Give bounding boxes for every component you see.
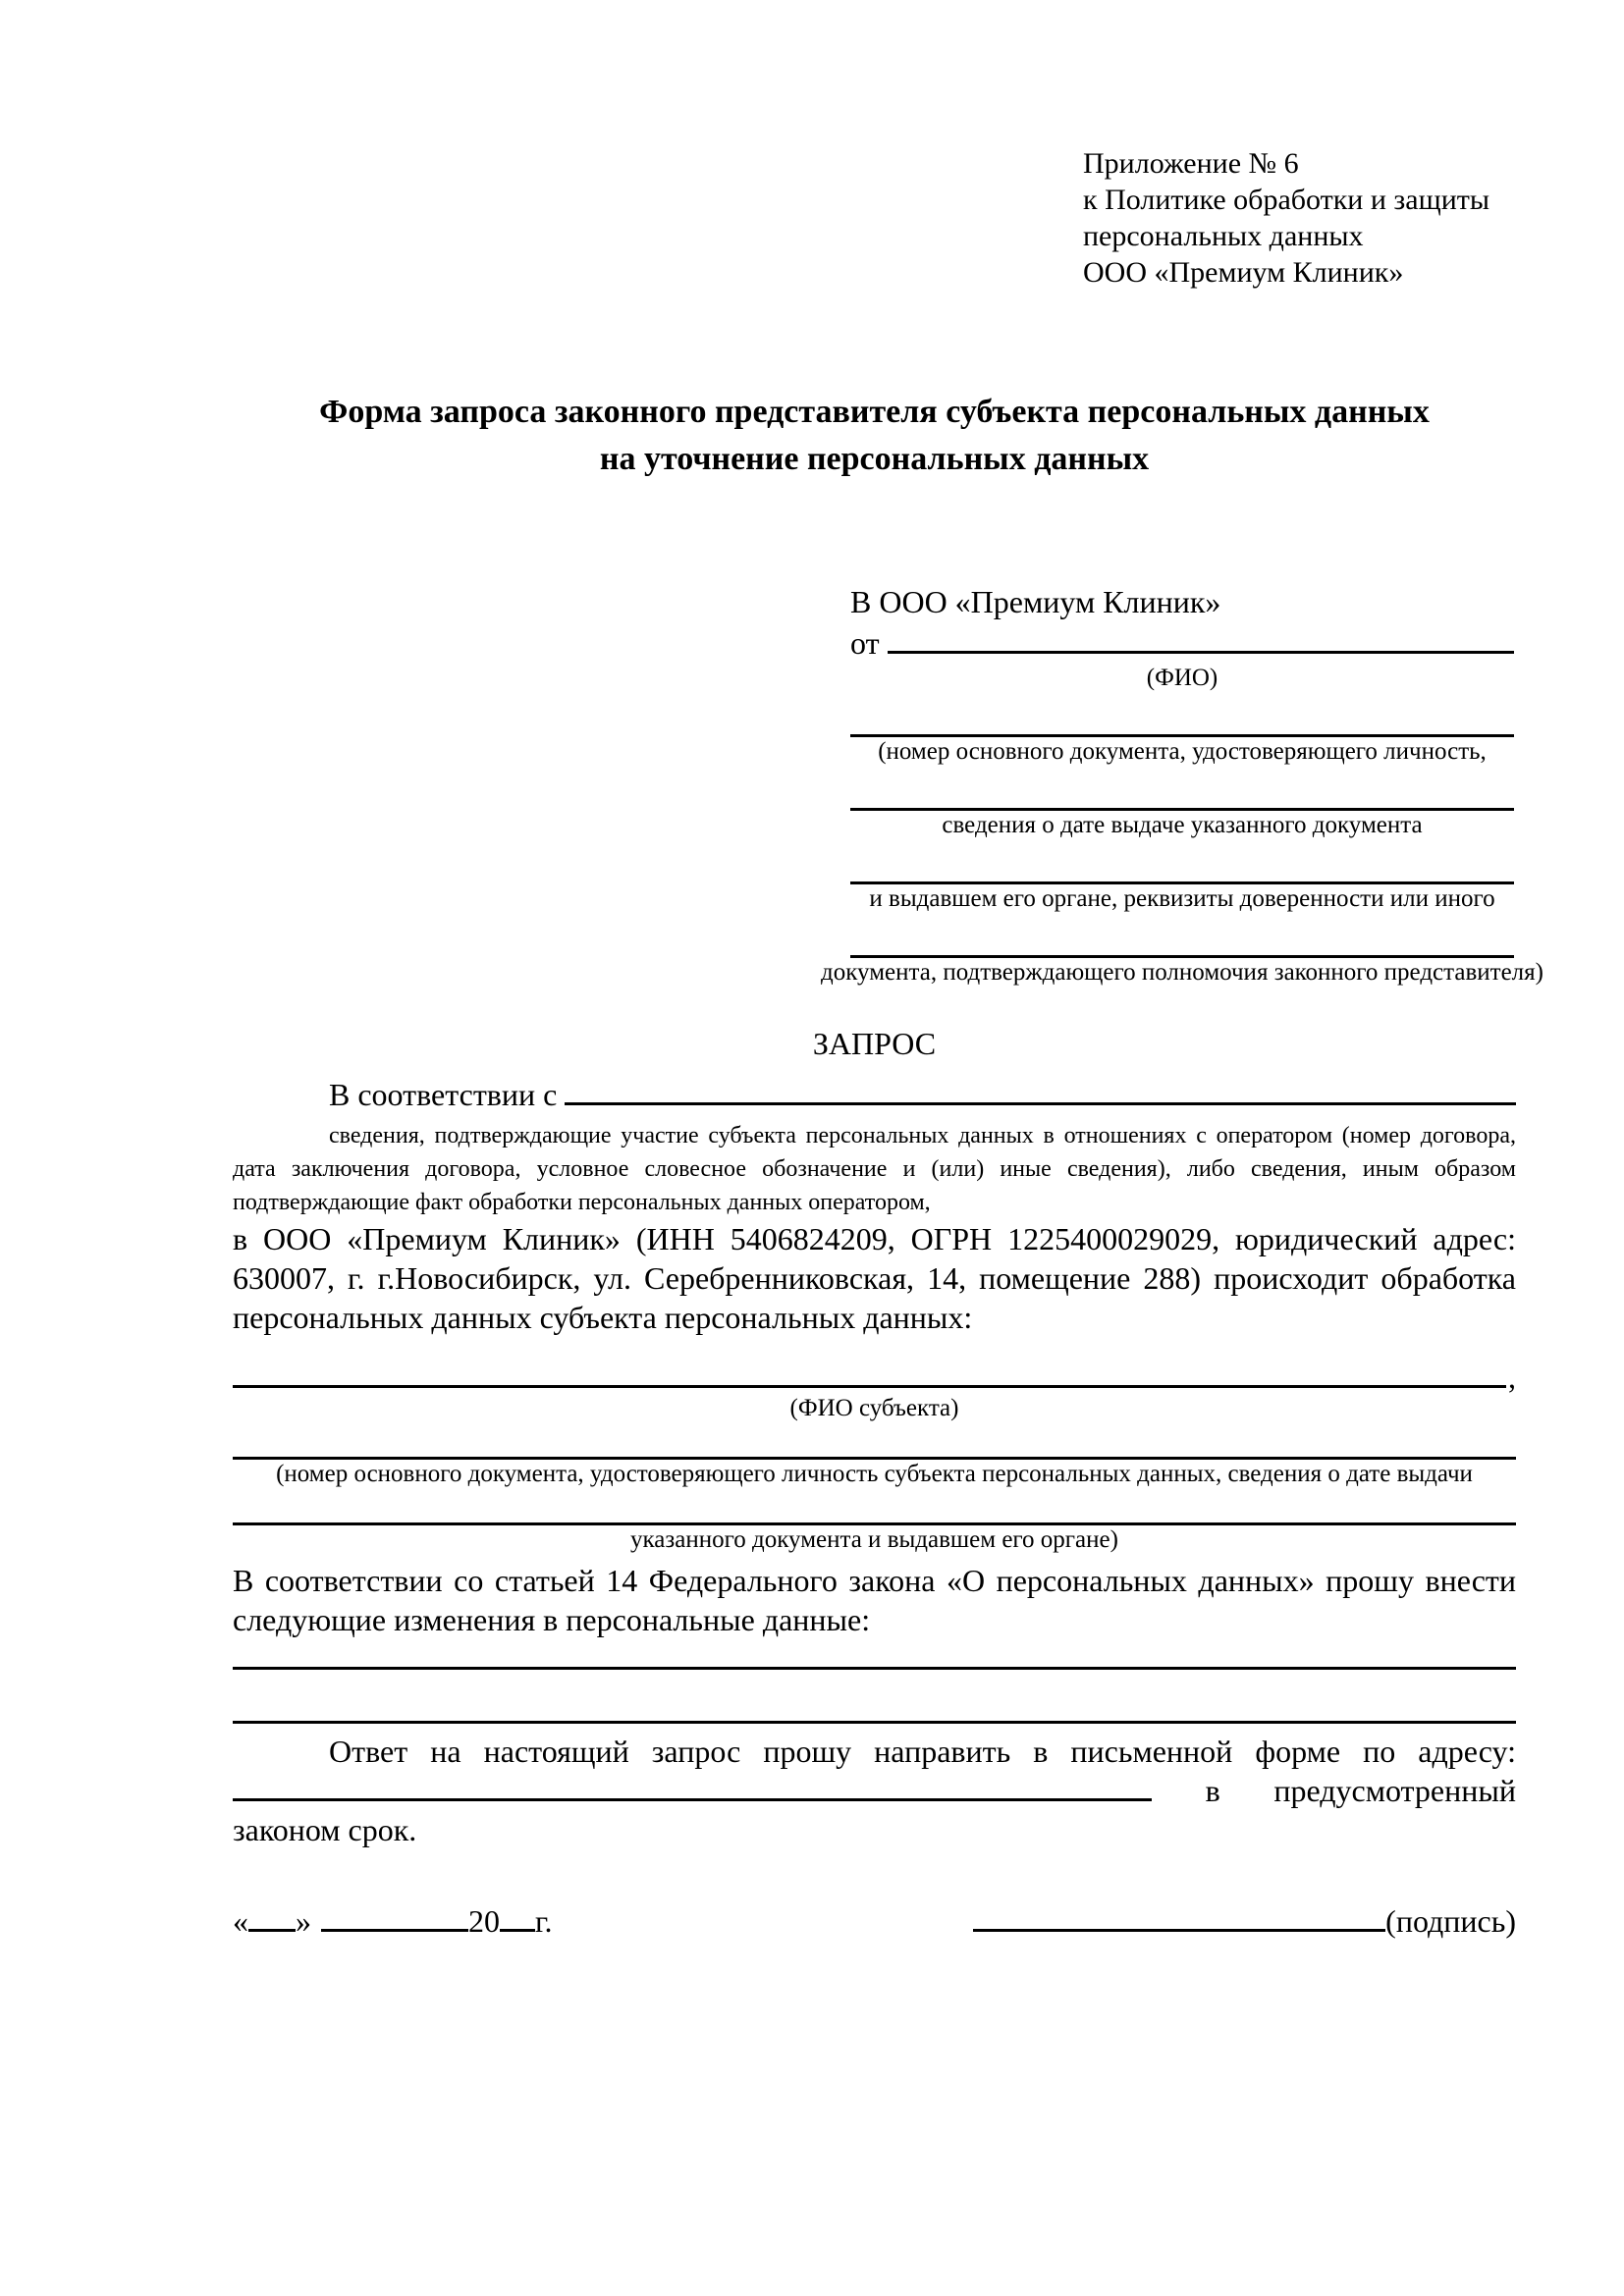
changes-blank-line-2 [233,1670,1516,1724]
issue-date-blank-line [850,767,1514,811]
subject-comma: , [1508,1360,1516,1395]
subject-document-caption-2: указанного документа и выдавшем его органе) [630,1526,1118,1553]
authority-document-blank-line [850,914,1514,958]
basis-blank-line [565,1102,1516,1105]
representative-document-blank-line [850,693,1514,737]
issuing-authority-blank-line [850,840,1514,884]
document-title-line-1: Форма запроса законного представителя субъекта персональных данных [319,394,1430,430]
subject-document-caption-1: (номер основного документа, удостоверяющего личность субъекта персональных данных, сведения о дате выдачи [276,1461,1473,1487]
reply-word-in: в [1205,1773,1220,1808]
reply-address-row [233,1771,1516,1810]
date-quote-open: « [233,1903,248,1939]
date-year-prefix: 20 [468,1903,500,1939]
subject-document-blank-line-2 [233,1489,1516,1525]
law-paragraph: В соответствии со статьей 14 Федерального закона «О персональных данных» прошу внести следующие изменения в персональные данные: [233,1563,1516,1637]
basis-row [233,1074,1516,1115]
request-heading: ЗАПРОС [812,1026,937,1061]
subject-document-blank-line-1 [233,1423,1516,1460]
representative-fio-blank-line [888,651,1514,654]
signature-blank-line [973,1929,1385,1932]
address-blank-line [233,1798,1152,1801]
issuing-authority-caption: и выдавшем его органе, реквизиты доверенности или иного [869,885,1495,912]
date-day-blank-line [248,1929,296,1932]
subject-fio-row [233,1361,1516,1394]
basis-label: В соответствии с [329,1077,558,1112]
appendix-line-3: персональных данных [1083,220,1364,252]
changes-blank-line-1 [233,1639,1516,1670]
reply-word-provided: предусмотренный [1273,1773,1516,1808]
addressee-organization: В ООО «Премиум Клиник» [850,584,1221,619]
appendix-line-1: Приложение № 6 [1083,147,1299,180]
appendix-line-2: к Политике обработки и защиты [1083,184,1490,216]
issue-date-caption: сведения о дате выдаче указанного документа [942,812,1423,838]
date-month-blank-line [321,1929,468,1932]
operator-paragraph: в ООО «Премиум Клиник» (ИНН 5406824209, ОГРН 1225400029029, юридический адрес: 630007, г. г.Новосибирск, ул. Серебренниковская, 14, помещение 288) происходит обработка персональных данных субъекта персональных данных: [233,1221,1516,1335]
document-title [233,389,1516,483]
date-quote-close: » [296,1903,311,1939]
appendix-block [1083,145,1516,291]
document-number-caption: (номер основного документа, удостоверяющего личность, [878,738,1487,765]
reply-lead: Ответ на настоящий запрос прошу направить в письменной форме по адресу: [329,1734,1516,1769]
basis-note: сведения, подтверждающие участие субъекта персональных данных в отношениях с оператором (номер договора, дата заключения договора, условное словесное обозначение и (или) иные сведения), либо сведения, иным образом подтверждающие факт обработки персональных данных оператором, [233,1123,1516,1215]
appendix-line-4: ООО «Премиум Клиник» [1083,256,1404,289]
document-title-line-2: на уточнение персональных данных [599,441,1150,477]
date-year-blank-line [500,1929,535,1932]
subject-fio-blank-line [233,1385,1506,1388]
addressee-from-row [850,622,1514,664]
subject-fio-caption: (ФИО субъекта) [789,1395,959,1421]
authority-document-caption: документа, подтверждающего полномочия законного представителя) [821,959,1543,986]
from-label: от [850,625,880,661]
signature-field [973,1900,1516,1942]
signature-caption: (подпись) [1385,1903,1516,1939]
reply-tail: законом срок. [233,1812,417,1847]
addressee-block [821,581,1543,988]
date-field [233,1900,553,1942]
date-year-suffix: г. [535,1903,553,1939]
date-signature-row [233,1900,1516,1942]
fio-caption: (ФИО) [1146,665,1218,691]
